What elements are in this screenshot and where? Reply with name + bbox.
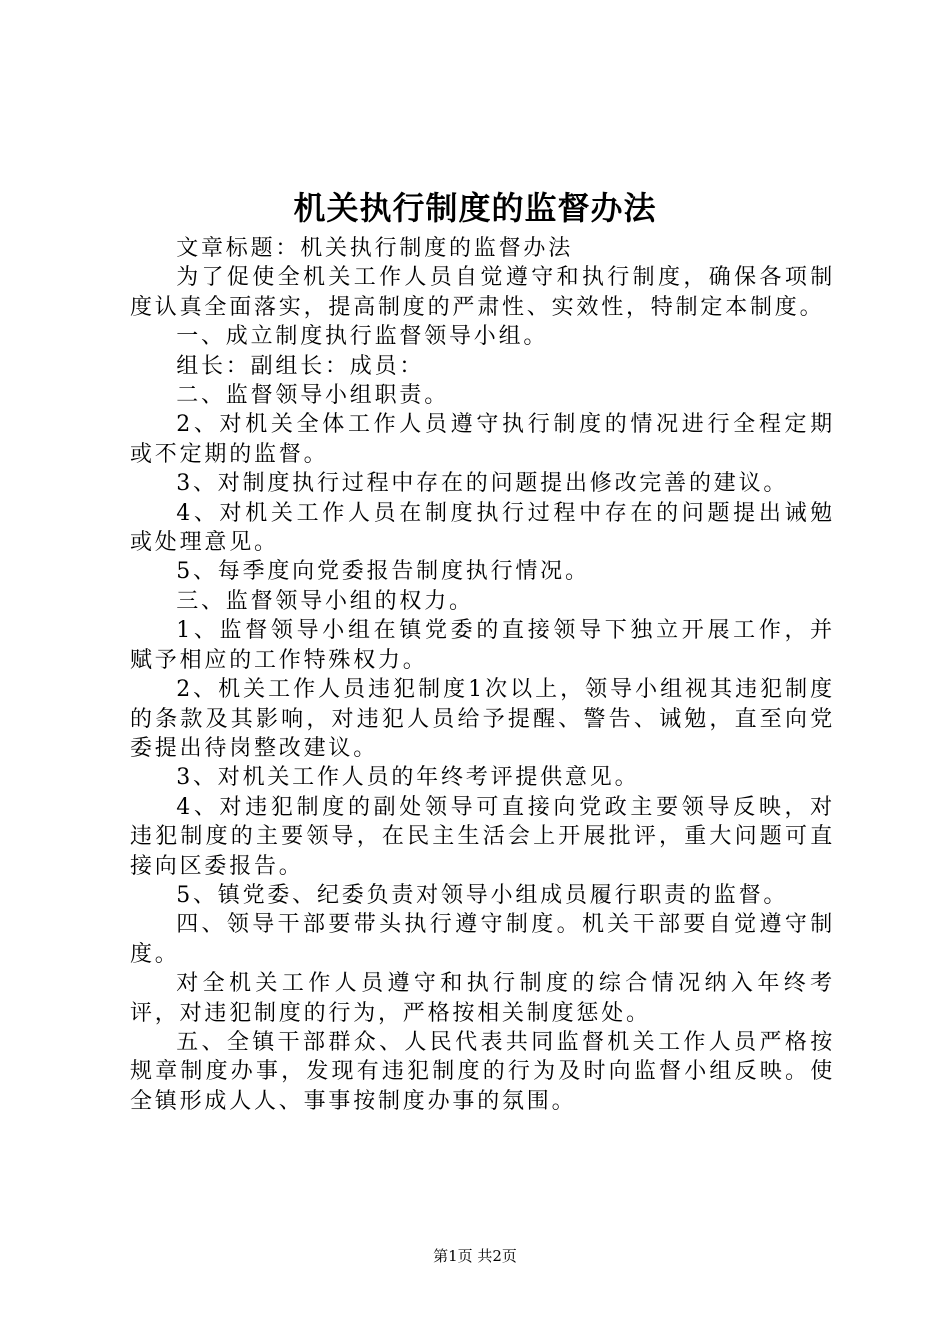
paragraph-evaluation: 对全机关工作人员遵守和执行制度的综合情况纳入年终考评，对违犯制度的行为，严格按相关制度惩处。 bbox=[130, 971, 835, 1026]
paragraph-article-title: 文章标题：机关执行制度的监督办法 bbox=[176, 236, 573, 261]
document-body bbox=[130, 234, 835, 1116]
page-number-footer: 第1页 共2页 bbox=[433, 1247, 517, 1265]
paragraph-power-3: 3、对机关工作人员的年终考评提供意见。 bbox=[176, 765, 640, 791]
section-heading-4: 四、领导干部要带头执行遵守制度。机关干部要自觉遵守制度。 bbox=[130, 912, 835, 967]
paragraph-members: 组长：副组长：成员： bbox=[176, 353, 425, 379]
section-heading-1: 一、成立制度执行监督领导小组。 bbox=[176, 324, 549, 350]
paragraph-duty-5: 5、每季度向党委报告制度执行情况。 bbox=[176, 559, 590, 585]
paragraph-purpose: 为了促使全机关工作人员自觉遵守和执行制度，确保各项制度认真全面落实，提高制度的严肃性、实效性，特制定本制度。 bbox=[130, 265, 835, 320]
document-title: 机关执行制度的监督办法 bbox=[293, 189, 657, 227]
paragraph-power-2: 2、机关工作人员违犯制度1次以上，领导小组视其违犯制度的条款及其影响，对违犯人员给予提醒、警告、诫勉，直至向党委提出待岗整改建议。 bbox=[130, 677, 835, 761]
paragraph-power-4: 4、对违犯制度的副处领导可直接向党政主要领导反映，对违犯制度的主要领导，在民主生活会上开展批评，重大问题可直接向区委报告。 bbox=[130, 794, 835, 879]
paragraph-duty-3: 3、对制度执行过程中存在的问题提出修改完善的建议。 bbox=[176, 471, 789, 497]
paragraph-duty-2: 2、对机关全体工作人员遵守执行制度的情况进行全程定期或不定期的监督。 bbox=[130, 412, 835, 467]
paragraph-power-1: 1、监督领导小组在镇党委的直接领导下独立开展工作，并赋予相应的工作特殊权力。 bbox=[130, 618, 835, 673]
section-heading-3: 三、监督领导小组的权力。 bbox=[176, 588, 474, 614]
section-heading-2: 二、监督领导小组职责。 bbox=[176, 383, 449, 409]
paragraph-duty-4: 4、对机关工作人员在制度执行过程中存在的问题提出诫勉或处理意见。 bbox=[130, 500, 835, 556]
section-heading-5: 五、全镇干部群众、人民代表共同监督机关工作人员严格按规章制度办事，发现有违犯制度的行为及时向监督小组反映。使全镇形成人人、事事按制度办事的氛围。 bbox=[130, 1029, 835, 1114]
paragraph-power-5: 5、镇党委、纪委负责对领导小组成员履行职责的监督。 bbox=[176, 882, 789, 908]
